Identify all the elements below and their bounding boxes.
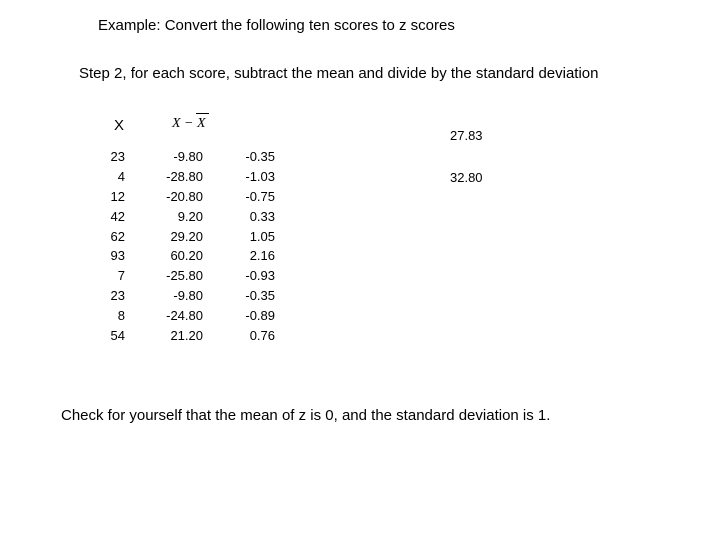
z-score-cell: -0.35 xyxy=(245,149,275,164)
scores-column xyxy=(95,147,125,346)
mean-bar xyxy=(196,113,209,114)
score-cell: 93 xyxy=(110,248,125,264)
column-header-x: X xyxy=(114,117,125,134)
z-score-cell: -1.03 xyxy=(245,168,275,184)
deviation-cell: 21.20 xyxy=(170,328,203,344)
score-cell: 8 xyxy=(117,308,125,324)
score-cell: 4 xyxy=(117,168,125,184)
score-cell: 7 xyxy=(117,268,125,284)
score-cell: 23 xyxy=(110,149,125,164)
score-cell: 12 xyxy=(110,188,125,204)
deviation-cell: -24.80 xyxy=(166,308,203,324)
score-cell: 62 xyxy=(110,228,125,244)
z-score-column xyxy=(230,147,275,346)
z-score-cell: 1.05 xyxy=(249,228,275,244)
deviation-cell: -20.80 xyxy=(166,188,203,204)
deviation-cell: 60.20 xyxy=(170,248,203,264)
z-score-cell: 2.16 xyxy=(249,248,275,264)
z-score-cell: 0.33 xyxy=(249,208,275,224)
step-instruction: Step 2, for each score, subtract the mean and divide by the standard deviation xyxy=(79,65,599,82)
deviation-cell: -9.80 xyxy=(173,149,203,164)
z-score-cell: 0.76 xyxy=(249,328,275,344)
z-score-cell: -0.93 xyxy=(245,268,275,284)
deviation-cell: 9.20 xyxy=(177,208,203,224)
z-score-cell: -0.75 xyxy=(245,188,275,204)
z-score-cell: -0.89 xyxy=(245,308,275,324)
deviation-cell: 29.20 xyxy=(170,228,203,244)
score-cell: 23 xyxy=(110,288,125,304)
side-value-1: 27.83 xyxy=(450,128,483,143)
check-note: Check for yourself that the mean of z is 0, and the standard deviation is 1. xyxy=(61,407,551,424)
deviation-column xyxy=(148,147,203,346)
slide-title: Example: Convert the following ten scores to z scores xyxy=(98,17,455,34)
score-cell: 54 xyxy=(110,328,125,344)
deviation-cell: -25.80 xyxy=(166,268,203,284)
deviation-cell: -28.80 xyxy=(166,168,203,184)
score-cell: 42 xyxy=(110,208,125,224)
z-score-cell: -0.35 xyxy=(245,288,275,304)
deviation-cell: -9.80 xyxy=(173,288,203,304)
column-header-formula: X − X xyxy=(172,116,206,131)
side-value-2: 32.80 xyxy=(450,170,483,185)
